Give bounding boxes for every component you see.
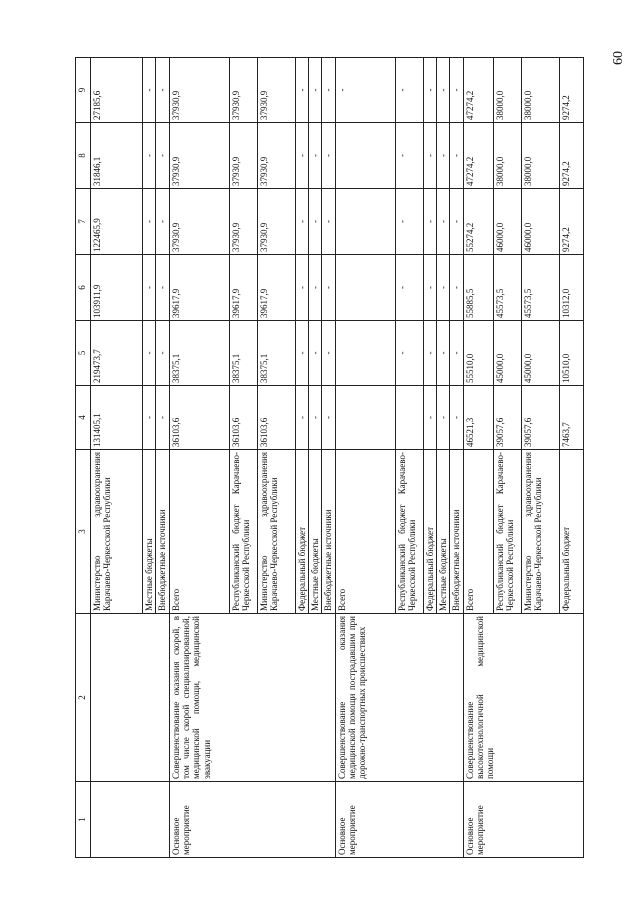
cell-value: 39617,9 bbox=[257, 255, 295, 321]
cell-source: Всего bbox=[335, 450, 395, 614]
cell-value: 36103,6 bbox=[169, 386, 229, 450]
cell-value: 38375,1 bbox=[229, 321, 257, 386]
cell-value: - bbox=[295, 58, 308, 123]
col-num: 1 bbox=[76, 782, 91, 858]
cell-value: - bbox=[322, 321, 335, 386]
cell-value: - bbox=[309, 123, 322, 189]
cell-value: - bbox=[437, 123, 450, 189]
cell-value: - bbox=[437, 189, 450, 255]
cell-value: - bbox=[143, 189, 156, 255]
cell-value: - bbox=[156, 255, 169, 321]
cell-value: - bbox=[450, 321, 463, 386]
cell-value: 38000,0 bbox=[521, 123, 559, 189]
table-row bbox=[463, 58, 493, 858]
cell-value: - bbox=[295, 386, 308, 450]
cell-value: - bbox=[423, 123, 436, 189]
cell-value: - bbox=[395, 189, 423, 255]
cell-c1: Основное мероприятие bbox=[335, 782, 463, 858]
cell-value bbox=[335, 255, 395, 321]
cell-value: 39057,6 bbox=[521, 386, 559, 450]
cell-value: - bbox=[295, 189, 308, 255]
cell-value: 31846,1 bbox=[91, 123, 143, 189]
cell-value: - bbox=[309, 58, 322, 123]
col-num: 5 bbox=[76, 321, 91, 386]
table-row bbox=[335, 58, 395, 858]
cell-value: - bbox=[309, 255, 322, 321]
cell-value: 45000,0 bbox=[521, 321, 559, 386]
cell-c2: Совершенствование оказания скорой, в том числе скорой специализированной, медицинской помощи, медицинской эвакуации bbox=[169, 614, 335, 782]
cell-value: 37930,9 bbox=[257, 58, 295, 123]
cell-value: - bbox=[437, 321, 450, 386]
cell-value: 55274,2 bbox=[463, 189, 493, 255]
cell-value bbox=[335, 386, 395, 450]
cell-value: 219473,7 bbox=[91, 321, 143, 386]
cell-value: 37930,9 bbox=[229, 123, 257, 189]
cell-value: 37930,9 bbox=[257, 123, 295, 189]
cell-value: 46000,0 bbox=[493, 189, 521, 255]
cell-value: 37930,9 bbox=[169, 58, 229, 123]
col-num: 6 bbox=[76, 255, 91, 321]
cell-value: - bbox=[143, 255, 156, 321]
cell-value: - bbox=[437, 386, 450, 450]
cell-value: - bbox=[322, 255, 335, 321]
cell-source: Министерство здравоохранения Карачаево-Черкесской Республики bbox=[521, 450, 559, 614]
cell-source: Внебюджетные источники bbox=[156, 450, 169, 614]
cell-value: - bbox=[143, 123, 156, 189]
cell-value: - bbox=[143, 321, 156, 386]
cell-value: - bbox=[322, 189, 335, 255]
cell-value: 9274,2 bbox=[559, 123, 583, 189]
cell-value: 38375,1 bbox=[257, 321, 295, 386]
cell-value bbox=[335, 321, 395, 386]
cell-value: - bbox=[156, 123, 169, 189]
cell-source: Местные бюджеты bbox=[309, 450, 322, 614]
cell-value: 55885,5 bbox=[463, 255, 493, 321]
cell-source: Федеральный бюджет bbox=[423, 450, 436, 614]
budget-table bbox=[75, 57, 584, 858]
cell-value: 38375,1 bbox=[169, 321, 229, 386]
cell-value: - bbox=[335, 58, 395, 123]
cell-source: Республиканский бюджет Карачаево-Черкесской Республики bbox=[493, 450, 521, 614]
cell-value: 46000,0 bbox=[521, 189, 559, 255]
cell-c1: Основное мероприятие bbox=[169, 782, 335, 858]
cell-value: - bbox=[295, 321, 308, 386]
col-num: 4 bbox=[76, 386, 91, 450]
cell-value: - bbox=[423, 58, 436, 123]
cell-value: 10312,0 bbox=[559, 255, 583, 321]
cell-value: 46521,3 bbox=[463, 386, 493, 450]
cell-value: - bbox=[450, 386, 463, 450]
cell-value: 131405,1 bbox=[91, 386, 143, 450]
cell-value: - bbox=[295, 255, 308, 321]
cell-value: - bbox=[395, 255, 423, 321]
cell-value: 37930,9 bbox=[229, 189, 257, 255]
cell-value: - bbox=[450, 255, 463, 321]
cell-value: 38000,0 bbox=[493, 58, 521, 123]
cell-value: 47274,2 bbox=[463, 58, 493, 123]
cell-source: Всего bbox=[169, 450, 229, 614]
cell-value: 37930,9 bbox=[257, 189, 295, 255]
cell-value: - bbox=[156, 189, 169, 255]
cell-value: - bbox=[309, 321, 322, 386]
cell-value: - bbox=[423, 189, 436, 255]
cell-value: - bbox=[395, 123, 423, 189]
cell-value: 39057,6 bbox=[493, 386, 521, 450]
table-row bbox=[91, 58, 143, 858]
cell-source: Внебюджетные источники bbox=[322, 450, 335, 614]
cell-c1 bbox=[91, 782, 170, 858]
table-row bbox=[169, 58, 229, 858]
cell-value: 37930,9 bbox=[229, 58, 257, 123]
cell-value: - bbox=[423, 255, 436, 321]
cell-source: Внебюджетные источники bbox=[450, 450, 463, 614]
cell-source: Республиканский бюджет Карачаево-Черкесской Республики bbox=[395, 450, 423, 614]
cell-value: - bbox=[450, 58, 463, 123]
cell-value: 37930,9 bbox=[169, 189, 229, 255]
cell-value: - bbox=[309, 386, 322, 450]
cell-value: - bbox=[156, 321, 169, 386]
cell-source: Местные бюджеты bbox=[143, 450, 156, 614]
col-num: 7 bbox=[76, 189, 91, 255]
cell-value: - bbox=[322, 386, 335, 450]
cell-value: - bbox=[450, 123, 463, 189]
page-number: 60 bbox=[611, 51, 626, 65]
cell-value: - bbox=[309, 189, 322, 255]
cell-value bbox=[335, 189, 395, 255]
col-num: 2 bbox=[76, 614, 91, 782]
col-num: 9 bbox=[76, 58, 91, 123]
cell-value: 27185,6 bbox=[91, 58, 143, 123]
col-num: 8 bbox=[76, 123, 91, 189]
cell-value: - bbox=[437, 255, 450, 321]
cell-value: 36103,6 bbox=[257, 386, 295, 450]
cell-source: Федеральный бюджет bbox=[559, 450, 583, 614]
cell-value: - bbox=[322, 123, 335, 189]
cell-value: - bbox=[395, 321, 423, 386]
cell-value bbox=[335, 123, 395, 189]
cell-value: - bbox=[450, 189, 463, 255]
cell-value: - bbox=[322, 58, 335, 123]
cell-value: 103911,9 bbox=[91, 255, 143, 321]
cell-value: 38000,0 bbox=[521, 58, 559, 123]
cell-value: - bbox=[295, 123, 308, 189]
cell-source: Республиканский бюджет Карачаево-Черкесской Республики bbox=[229, 450, 257, 614]
cell-value: 55510,0 bbox=[463, 321, 493, 386]
cell-value: - bbox=[143, 58, 156, 123]
cell-value: 45573,5 bbox=[521, 255, 559, 321]
cell-value: - bbox=[156, 58, 169, 123]
cell-value: 47274,2 bbox=[463, 123, 493, 189]
cell-value: - bbox=[395, 58, 423, 123]
cell-source: Федеральный бюджет bbox=[295, 450, 308, 614]
cell-value: - bbox=[437, 58, 450, 123]
cell-value: - bbox=[423, 321, 436, 386]
cell-value: 10510,0 bbox=[559, 321, 583, 386]
cell-c2: Совершенствование оказания медицинской помощи пострадавшим при дорожно-транспортных происшествиях bbox=[335, 614, 463, 782]
rotated-table-area bbox=[75, 58, 571, 858]
cell-value: 9274,2 bbox=[559, 58, 583, 123]
cell-c2 bbox=[91, 614, 170, 782]
cell-value bbox=[395, 386, 423, 450]
cell-value: - bbox=[423, 386, 436, 450]
col-num: 3 bbox=[76, 450, 91, 614]
cell-source: Местные бюджеты bbox=[437, 450, 450, 614]
cell-value: - bbox=[156, 386, 169, 450]
cell-value: 38000,0 bbox=[493, 123, 521, 189]
cell-value: 37930,9 bbox=[169, 123, 229, 189]
cell-value: 45000,0 bbox=[493, 321, 521, 386]
cell-source: Министерство здравоохранения Карачаево-Черкесской Республики bbox=[257, 450, 295, 614]
cell-value: 39617,9 bbox=[229, 255, 257, 321]
column-number-row bbox=[76, 58, 91, 858]
cell-value: 36103,6 bbox=[229, 386, 257, 450]
cell-value: 122465,9 bbox=[91, 189, 143, 255]
cell-c2: Совершенствование высокотехнологичной медицинской помощи bbox=[463, 614, 583, 782]
cell-source: Всего bbox=[463, 450, 493, 614]
cell-value: 9274,2 bbox=[559, 189, 583, 255]
cell-value: 39617,9 bbox=[169, 255, 229, 321]
cell-c1: Основное мероприятие bbox=[463, 782, 583, 858]
cell-value: - bbox=[143, 386, 156, 450]
cell-value: 7463,7 bbox=[559, 386, 583, 450]
cell-value: 45573,5 bbox=[493, 255, 521, 321]
cell-source: Министерство здравоохранения Карачаево-Черкесской Республики bbox=[91, 450, 143, 614]
